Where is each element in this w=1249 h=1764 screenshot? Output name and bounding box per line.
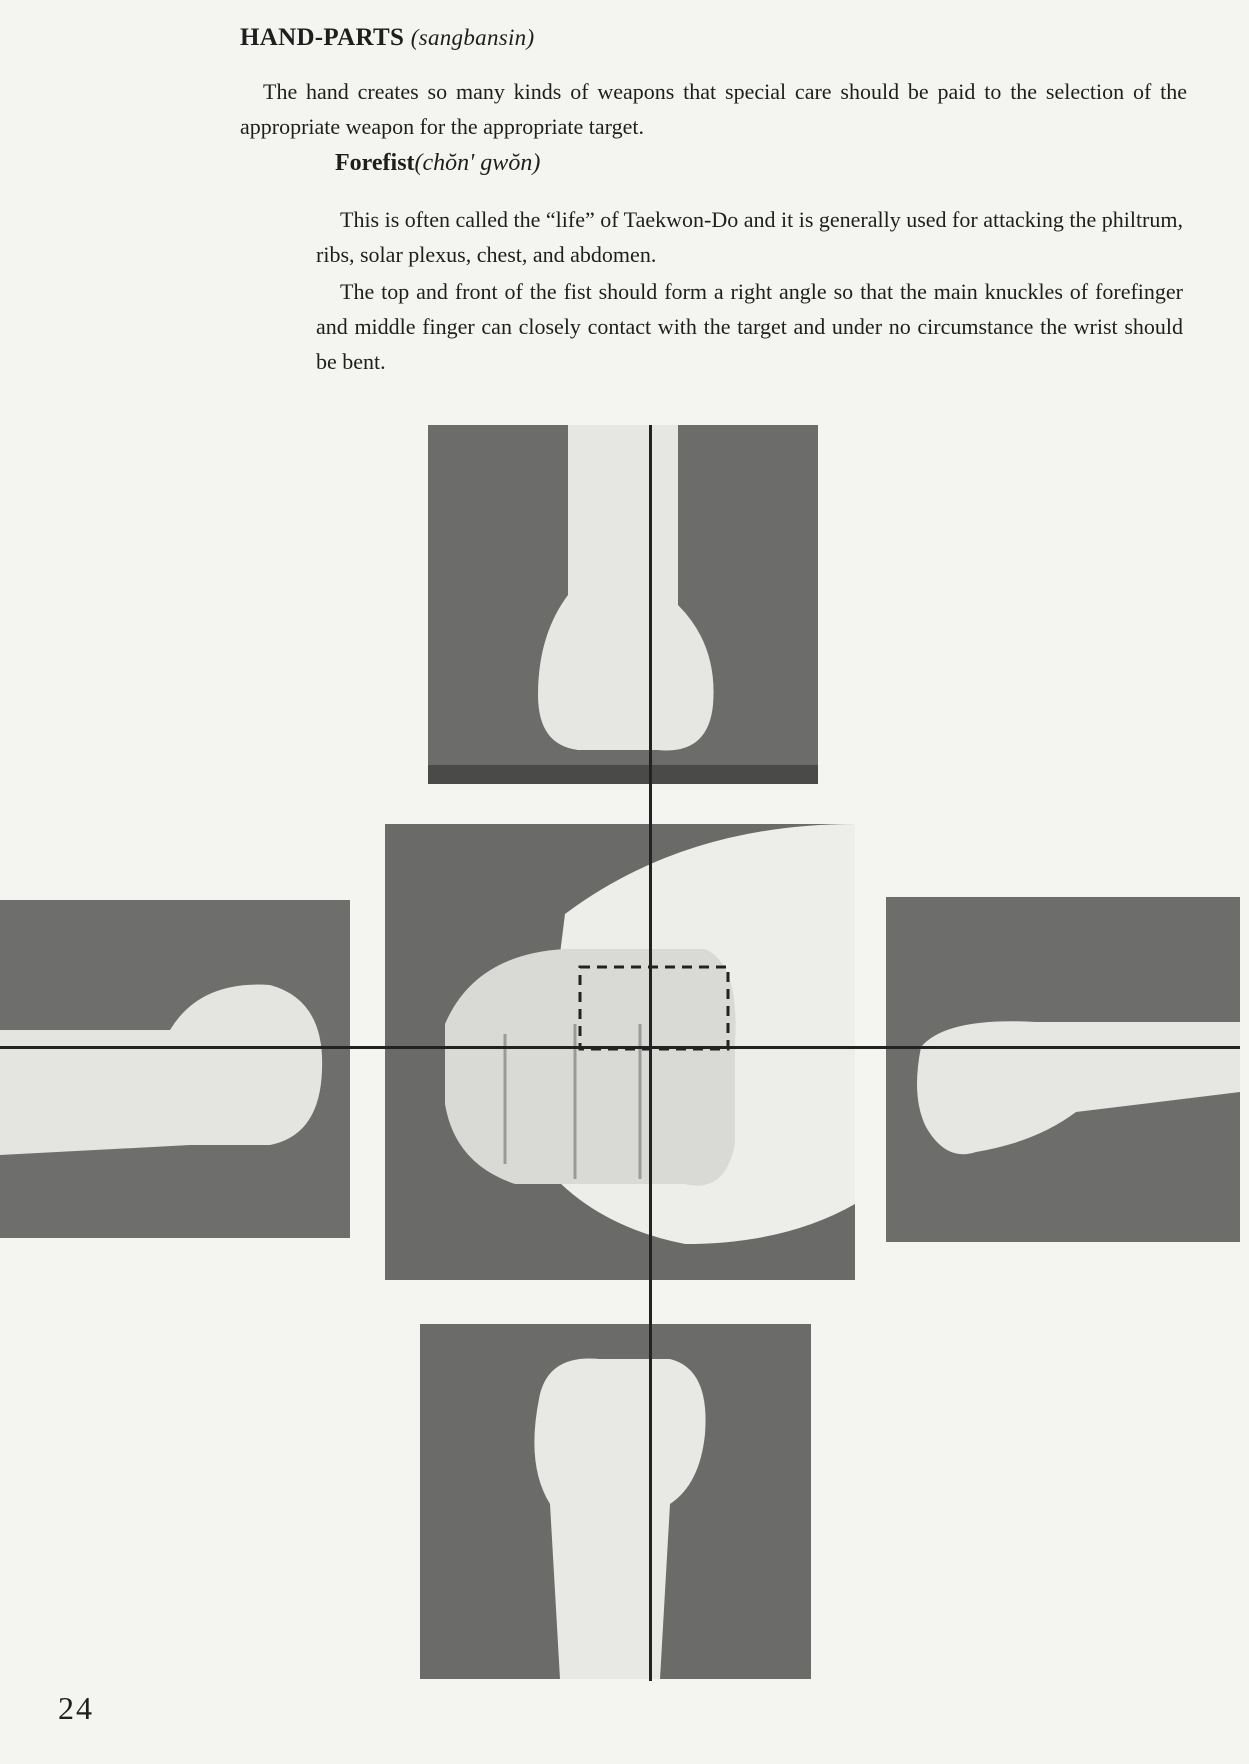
photo-fist-bottom: [420, 1324, 811, 1679]
subsection-title: Forefist: [335, 150, 415, 176]
photo-fist-right-side: [886, 897, 1240, 1242]
horizontal-alignment-line: [0, 1046, 1240, 1049]
body-paragraph: The top and front of the fist should form a right angle so that the main knuckles of forefinger and middle finger can closely contact with the target and under no circumstance the wrist should be bent.: [316, 279, 1183, 374]
vertical-alignment-line: [649, 425, 652, 1681]
photo-fist-left-side: [0, 900, 350, 1238]
intro-paragraph: The hand creates so many kinds of weapons that special care should be paid to the selection of the appropriate weapon for the appropriate target.: [240, 79, 1187, 139]
subsection-romanized: (chŏn' gwŏn): [414, 150, 541, 176]
page-number: 24: [58, 1690, 94, 1726]
subsection-heading: [335, 150, 540, 177]
photo-fist-front: [385, 824, 855, 1280]
section-heading: [240, 24, 534, 52]
body-paragraph: This is often called the “life” of Taekwon-Do and it is generally used for attacking the philtrum, ribs, solar plexus, chest, and abdomen.: [316, 207, 1183, 267]
heading-romanized: (sangbansin): [410, 25, 535, 50]
photo-fist-top: [428, 425, 818, 784]
heading-title: HAND-PARTS: [240, 24, 405, 51]
